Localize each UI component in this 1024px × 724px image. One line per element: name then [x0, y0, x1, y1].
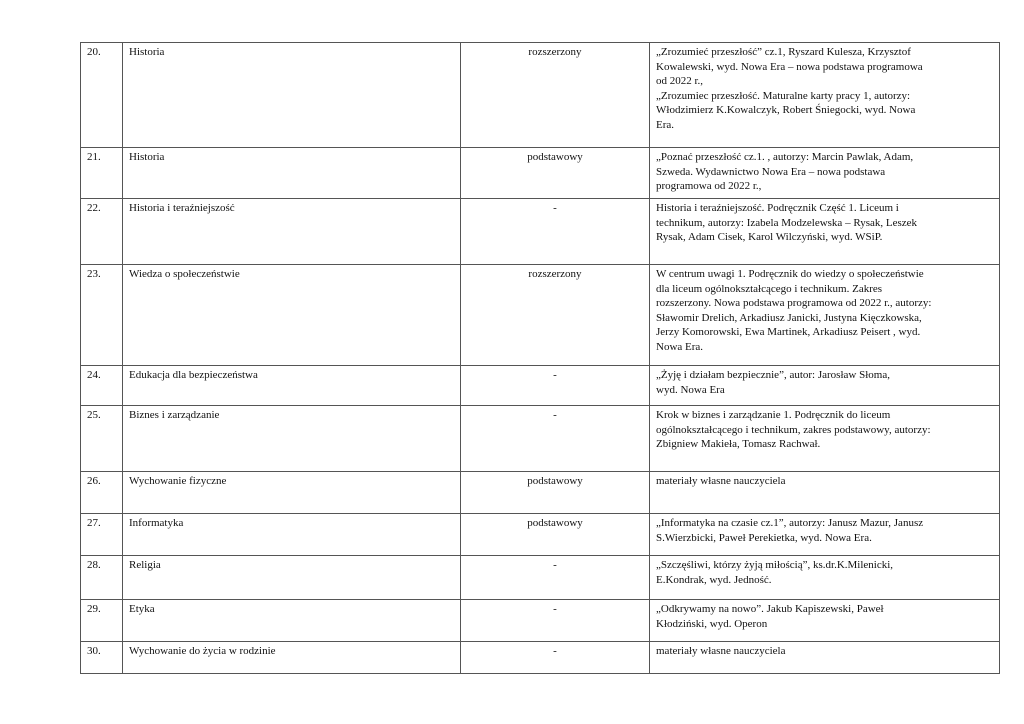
textbook-line: E.Kondrak, wyd. Jedność. — [656, 573, 772, 586]
textbook-line: „Poznać przeszłość cz.1. , autorzy: Marcin Pawlak, Adam, — [656, 151, 914, 163]
row-number: 30. — [81, 642, 123, 674]
row-number: 26. — [81, 472, 123, 514]
textbook-line: Kowalewski, wyd. Nowa Era – nowa podstawa programowa — [656, 60, 923, 73]
row-number: 28. — [81, 556, 123, 600]
textbook-table — [80, 42, 1000, 674]
table-row — [81, 514, 1000, 556]
textbook-info — [650, 43, 1000, 148]
textbook-line: materiały własne nauczyciela — [656, 645, 786, 657]
textbook-line: ogólnokształcącego i technikum, zakres podstawowy, autorzy: — [656, 423, 931, 436]
subject-name: Historia — [123, 148, 461, 199]
level: - — [461, 600, 650, 642]
level: rozszerzony — [461, 265, 650, 366]
textbook-line: „Informatyka na czasie cz.1”, autorzy: Janusz Mazur, Janusz — [656, 517, 924, 529]
level: - — [461, 556, 650, 600]
textbook-info — [650, 199, 1000, 265]
textbook-info — [650, 406, 1000, 472]
row-number: 23. — [81, 265, 123, 366]
textbook-line: „Odkrywamy na nowo”. Jakub Kapiszewski, Paweł — [656, 603, 884, 615]
subject-name: Wychowanie do życia w rodzinie — [123, 642, 461, 674]
textbook-line: S.Wierzbicki, Paweł Perekietka, wyd. Nowa Era. — [656, 531, 872, 544]
textbook-line: od 2022 r., — [656, 75, 704, 88]
table-row — [81, 556, 1000, 600]
textbook-line: Nowa Era. — [656, 340, 704, 353]
level: - — [461, 642, 650, 674]
level: podstawowy — [461, 514, 650, 556]
table-row — [81, 600, 1000, 642]
textbook-line: wyd. Nowa Era — [656, 383, 725, 396]
textbook-line: Sławomir Drelich, Arkadiusz Janicki, Justyna Kięczkowska, — [656, 311, 922, 324]
table-row — [81, 366, 1000, 406]
row-number: 27. — [81, 514, 123, 556]
textbook-line: „Szczęśliwi, którzy żyją miłością”, ks.dr.K.Milenicki, — [656, 559, 894, 571]
textbook-line: Szweda. Wydawnictwo Nowa Era – nowa podstawa — [656, 165, 886, 178]
level: rozszerzony — [461, 43, 650, 148]
level: podstawowy — [461, 148, 650, 199]
subject-name: Religia — [123, 556, 461, 600]
table-row — [81, 199, 1000, 265]
textbook-line: Zbigniew Makieła, Tomasz Rachwał. — [656, 438, 821, 451]
row-number: 22. — [81, 199, 123, 265]
textbook-info — [650, 366, 1000, 406]
textbook-line: Włodzimierz K.Kowalczyk, Robert Śniegocki, wyd. Nowa — [656, 104, 916, 117]
subject-name: Historia i teraźniejszość — [123, 199, 461, 265]
textbook-line: technikum, autorzy: Izabela Modzelewska – Rysak, Leszek — [656, 216, 918, 229]
level: - — [461, 366, 650, 406]
row-number: 29. — [81, 600, 123, 642]
table-row — [81, 642, 1000, 674]
textbook-line: programowa od 2022 r., — [656, 180, 762, 193]
table-row — [81, 148, 1000, 199]
textbook-info — [650, 600, 1000, 642]
row-number: 25. — [81, 406, 123, 472]
textbook-info — [650, 148, 1000, 199]
textbook-line: „Żyję i działam bezpiecznie”, autor: Jarosław Słoma, — [656, 369, 890, 381]
level: podstawowy — [461, 472, 650, 514]
subject-name: Biznes i zarządzanie — [123, 406, 461, 472]
subject-name: Etyka — [123, 600, 461, 642]
textbook-info — [650, 472, 1000, 514]
subject-name: Informatyka — [123, 514, 461, 556]
subject-name: Edukacja dla bezpieczeństwa — [123, 366, 461, 406]
textbook-info — [650, 514, 1000, 556]
textbook-line: Jerzy Komorowski, Ewa Martinek, Arkadiusz Peisert , wyd. — [656, 326, 921, 339]
subject-name: Wiedza o społeczeństwie — [123, 265, 461, 366]
textbook-line: Era. — [656, 118, 675, 131]
textbook-line: W centrum uwagi 1. Podręcznik do wiedzy o społeczeństwie — [656, 268, 924, 280]
level: - — [461, 406, 650, 472]
row-number: 24. — [81, 366, 123, 406]
textbook-line: dla liceum ogólnokształcącego i technikum. Zakres — [656, 282, 883, 295]
row-number: 21. — [81, 148, 123, 199]
textbook-info — [650, 265, 1000, 366]
textbook-info — [650, 556, 1000, 600]
table-row — [81, 406, 1000, 472]
textbook-line: Historia i teraźniejszość. Podręcznik Część 1. Liceum i — [656, 202, 899, 214]
table-row — [81, 265, 1000, 366]
textbook-line: „Zrozumieć przeszłość” cz.1, Ryszard Kulesza, Krzysztof — [656, 46, 911, 58]
level: - — [461, 199, 650, 265]
textbook-line: Kłodziński, wyd. Operon — [656, 617, 768, 630]
textbook-line: rozszerzony. Nowa podstawa programowa od 2022 r., autorzy: — [656, 297, 932, 310]
textbook-line: materiały własne nauczyciela — [656, 475, 786, 487]
table-row — [81, 43, 1000, 148]
row-number: 20. — [81, 43, 123, 148]
textbook-line: Krok w biznes i zarządzanie 1. Podręcznik do liceum — [656, 409, 891, 421]
textbook-line: „Zrozumiec przeszłość. Maturalne karty pracy 1, autorzy: — [656, 89, 911, 102]
textbook-table-body — [81, 43, 1000, 674]
subject-name: Historia — [123, 43, 461, 148]
textbook-info — [650, 642, 1000, 674]
table-row — [81, 472, 1000, 514]
subject-name: Wychowanie fizyczne — [123, 472, 461, 514]
textbook-line: Rysak, Adam Cisek, Karol Wilczyński, wyd. WSiP. — [656, 231, 883, 244]
